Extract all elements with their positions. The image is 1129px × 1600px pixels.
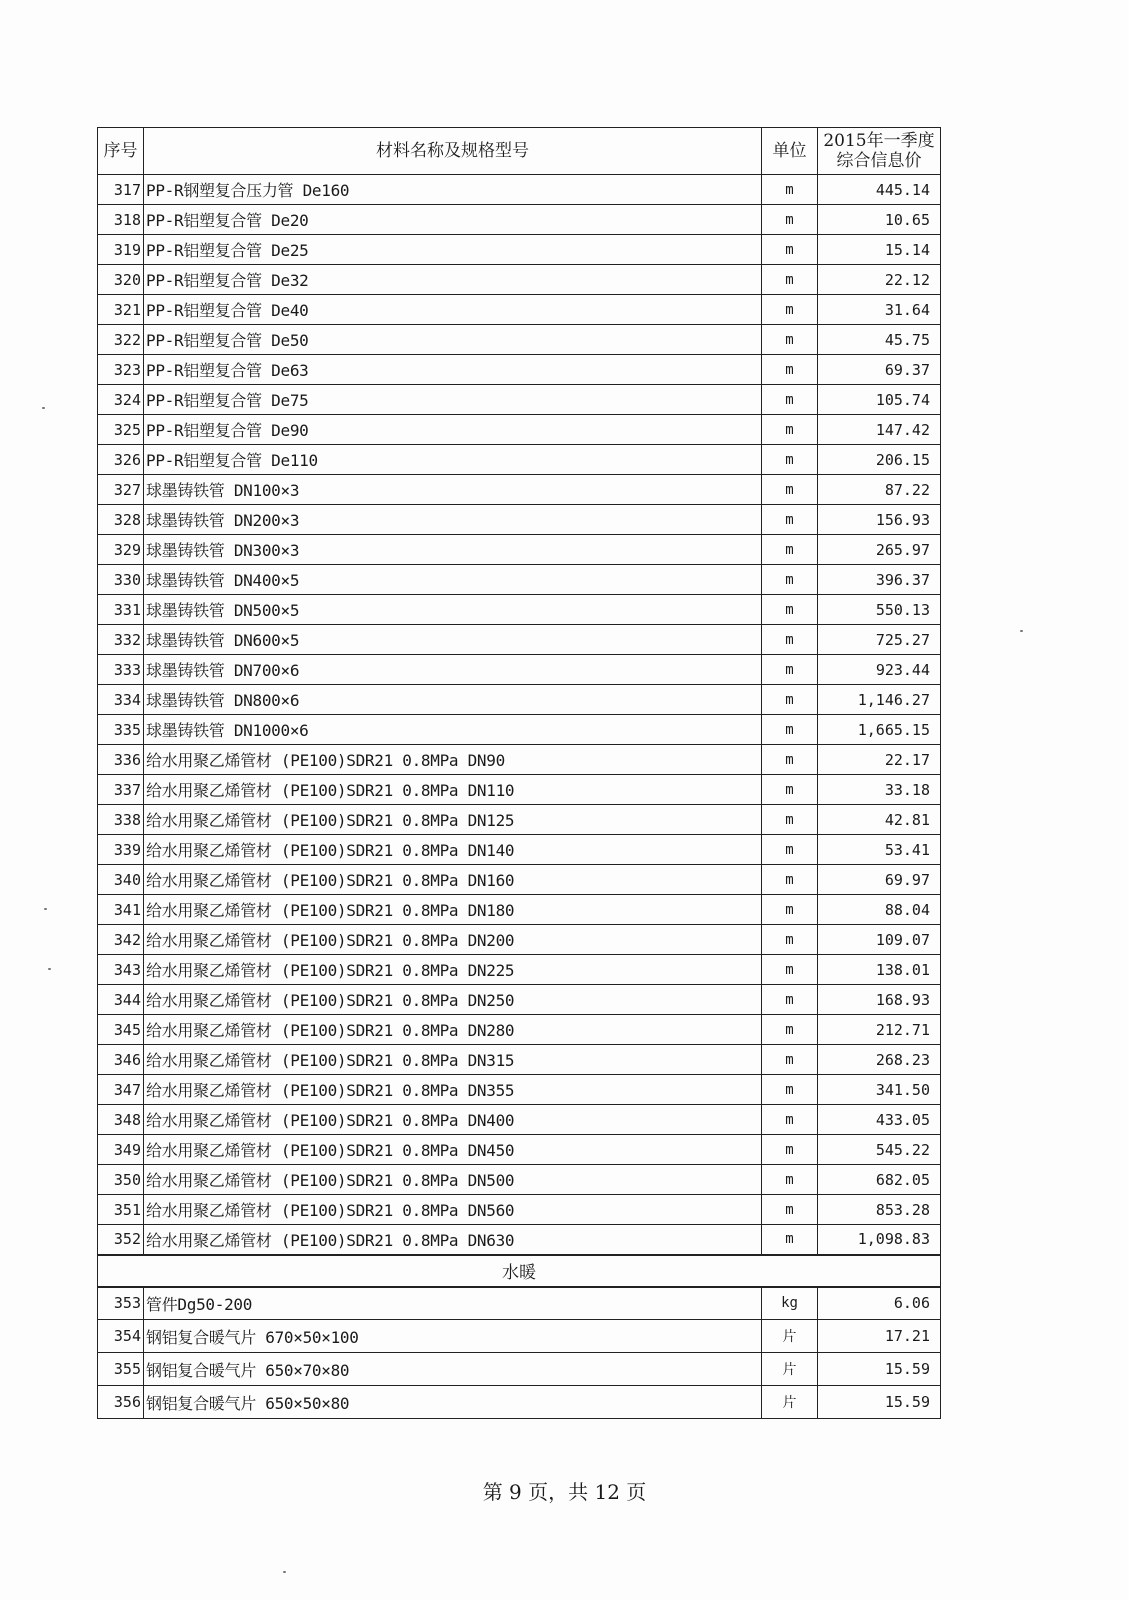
row-unit: m bbox=[762, 415, 818, 445]
table-row bbox=[98, 685, 941, 715]
row-price: 1,665.15 bbox=[818, 715, 941, 745]
row-number: 327 bbox=[98, 475, 144, 505]
table-row bbox=[98, 235, 941, 265]
table-row bbox=[98, 325, 941, 355]
section-header-row bbox=[98, 1255, 941, 1287]
row-number: 339 bbox=[98, 835, 144, 865]
row-number: 336 bbox=[98, 745, 144, 775]
row-unit: m bbox=[762, 925, 818, 955]
table-row bbox=[98, 775, 941, 805]
table-row bbox=[98, 655, 941, 685]
row-number: 322 bbox=[98, 325, 144, 355]
row-number: 328 bbox=[98, 505, 144, 535]
row-material-name: 给水用聚乙烯管材 (PE100)SDR21 0.8MPa DN125 bbox=[144, 805, 762, 835]
row-number: 337 bbox=[98, 775, 144, 805]
row-unit: m bbox=[762, 235, 818, 265]
row-price: 168.93 bbox=[818, 985, 941, 1015]
row-material-name: PP-R铝塑复合管 De25 bbox=[144, 235, 762, 265]
row-unit: m bbox=[762, 865, 818, 895]
header-name: 材料名称及规格型号 bbox=[144, 128, 762, 175]
row-unit: m bbox=[762, 835, 818, 865]
row-material-name: 球墨铸铁管 DN200×3 bbox=[144, 505, 762, 535]
row-material-name: 管件Dg50-200 bbox=[144, 1287, 762, 1320]
row-price: 265.97 bbox=[818, 535, 941, 565]
row-price: 42.81 bbox=[818, 805, 941, 835]
row-price: 725.27 bbox=[818, 625, 941, 655]
row-material-name: 给水用聚乙烯管材 (PE100)SDR21 0.8MPa DN500 bbox=[144, 1165, 762, 1195]
row-number: 324 bbox=[98, 385, 144, 415]
row-number: 332 bbox=[98, 625, 144, 655]
row-unit: m bbox=[762, 1195, 818, 1225]
row-number: 355 bbox=[98, 1353, 144, 1386]
row-unit: m bbox=[762, 505, 818, 535]
row-unit: 片 bbox=[762, 1320, 818, 1353]
row-price: 33.18 bbox=[818, 775, 941, 805]
table-row bbox=[98, 265, 941, 295]
table-row bbox=[98, 535, 941, 565]
table-row bbox=[98, 1105, 941, 1135]
row-price: 268.23 bbox=[818, 1045, 941, 1075]
row-price: 53.41 bbox=[818, 835, 941, 865]
row-unit: m bbox=[762, 685, 818, 715]
table-row bbox=[98, 1320, 941, 1353]
row-price: 853.28 bbox=[818, 1195, 941, 1225]
row-unit: 片 bbox=[762, 1353, 818, 1386]
row-number: 329 bbox=[98, 535, 144, 565]
row-price: 433.05 bbox=[818, 1105, 941, 1135]
table-row bbox=[98, 415, 941, 445]
row-price: 545.22 bbox=[818, 1135, 941, 1165]
row-number: 331 bbox=[98, 595, 144, 625]
row-material-name: PP-R铝塑复合管 De75 bbox=[144, 385, 762, 415]
table-row bbox=[98, 1195, 941, 1225]
row-material-name: 给水用聚乙烯管材 (PE100)SDR21 0.8MPa DN280 bbox=[144, 1015, 762, 1045]
row-price: 147.42 bbox=[818, 415, 941, 445]
table-row bbox=[98, 1386, 941, 1419]
row-number: 354 bbox=[98, 1320, 144, 1353]
table-row bbox=[98, 1225, 941, 1255]
row-price: 550.13 bbox=[818, 595, 941, 625]
row-unit: m bbox=[762, 1135, 818, 1165]
row-material-name: 球墨铸铁管 DN600×5 bbox=[144, 625, 762, 655]
row-material-name: PP-R钢塑复合压力管 De160 bbox=[144, 175, 762, 205]
row-number: 342 bbox=[98, 925, 144, 955]
row-unit: m bbox=[762, 205, 818, 235]
scan-speck bbox=[44, 908, 47, 910]
row-price: 15.59 bbox=[818, 1386, 941, 1419]
row-number: 347 bbox=[98, 1075, 144, 1105]
row-material-name: 给水用聚乙烯管材 (PE100)SDR21 0.8MPa DN315 bbox=[144, 1045, 762, 1075]
row-number: 326 bbox=[98, 445, 144, 475]
header-price bbox=[818, 128, 941, 175]
page-footer: 第 9 页，共 12 页 bbox=[482, 1480, 647, 1504]
table-row bbox=[98, 745, 941, 775]
row-material-name: PP-R铝塑复合管 De63 bbox=[144, 355, 762, 385]
row-number: 343 bbox=[98, 955, 144, 985]
row-price: 212.71 bbox=[818, 1015, 941, 1045]
row-material-name: 给水用聚乙烯管材 (PE100)SDR21 0.8MPa DN140 bbox=[144, 835, 762, 865]
row-unit: m bbox=[762, 1075, 818, 1105]
row-material-name: 球墨铸铁管 DN1000×6 bbox=[144, 715, 762, 745]
row-material-name: 球墨铸铁管 DN300×3 bbox=[144, 535, 762, 565]
table-row bbox=[98, 175, 941, 205]
row-material-name: 钢铝复合暖气片 670×50×100 bbox=[144, 1320, 762, 1353]
row-price: 15.14 bbox=[818, 235, 941, 265]
table-row bbox=[98, 955, 941, 985]
row-number: 317 bbox=[98, 175, 144, 205]
row-unit: m bbox=[762, 655, 818, 685]
header-price-line2: 综合信息价 bbox=[836, 151, 922, 171]
row-price: 105.74 bbox=[818, 385, 941, 415]
row-number: 349 bbox=[98, 1135, 144, 1165]
row-price: 31.64 bbox=[818, 295, 941, 325]
table-row bbox=[98, 805, 941, 835]
row-unit: m bbox=[762, 1225, 818, 1255]
row-number: 333 bbox=[98, 655, 144, 685]
row-price: 1,098.83 bbox=[818, 1225, 941, 1255]
row-number: 335 bbox=[98, 715, 144, 745]
row-unit: m bbox=[762, 355, 818, 385]
table-row bbox=[98, 565, 941, 595]
table-row bbox=[98, 445, 941, 475]
row-material-name: PP-R铝塑复合管 De20 bbox=[144, 205, 762, 235]
row-unit: m bbox=[762, 385, 818, 415]
row-number: 344 bbox=[98, 985, 144, 1015]
section-title: 水暖 bbox=[98, 1255, 941, 1287]
row-unit: kg bbox=[762, 1287, 818, 1320]
row-price: 69.37 bbox=[818, 355, 941, 385]
row-material-name: PP-R铝塑复合管 De40 bbox=[144, 295, 762, 325]
scan-speck bbox=[1020, 630, 1023, 632]
table-row bbox=[98, 505, 941, 535]
row-unit: m bbox=[762, 985, 818, 1015]
row-price: 17.21 bbox=[818, 1320, 941, 1353]
scan-speck bbox=[48, 968, 51, 970]
row-number: 356 bbox=[98, 1386, 144, 1419]
row-number: 338 bbox=[98, 805, 144, 835]
row-unit: m bbox=[762, 715, 818, 745]
table-row bbox=[98, 865, 941, 895]
row-number: 346 bbox=[98, 1045, 144, 1075]
row-unit: m bbox=[762, 175, 818, 205]
row-number: 353 bbox=[98, 1287, 144, 1320]
row-price: 22.17 bbox=[818, 745, 941, 775]
row-number: 341 bbox=[98, 895, 144, 925]
row-unit: m bbox=[762, 445, 818, 475]
row-unit: m bbox=[762, 265, 818, 295]
table-row bbox=[98, 205, 941, 235]
row-unit: m bbox=[762, 295, 818, 325]
row-number: 350 bbox=[98, 1165, 144, 1195]
row-material-name: 给水用聚乙烯管材 (PE100)SDR21 0.8MPa DN450 bbox=[144, 1135, 762, 1165]
row-price: 109.07 bbox=[818, 925, 941, 955]
scan-speck bbox=[42, 407, 45, 409]
table-row bbox=[98, 985, 941, 1015]
row-material-name: 球墨铸铁管 DN100×3 bbox=[144, 475, 762, 505]
row-material-name: 给水用聚乙烯管材 (PE100)SDR21 0.8MPa DN250 bbox=[144, 985, 762, 1015]
row-material-name: 给水用聚乙烯管材 (PE100)SDR21 0.8MPa DN200 bbox=[144, 925, 762, 955]
row-number: 352 bbox=[98, 1225, 144, 1255]
row-material-name: 给水用聚乙烯管材 (PE100)SDR21 0.8MPa DN400 bbox=[144, 1105, 762, 1135]
row-price: 88.04 bbox=[818, 895, 941, 925]
row-price: 1,146.27 bbox=[818, 685, 941, 715]
table-row bbox=[98, 1075, 941, 1105]
row-number: 330 bbox=[98, 565, 144, 595]
row-unit: m bbox=[762, 895, 818, 925]
row-unit: m bbox=[762, 745, 818, 775]
row-unit: m bbox=[762, 1015, 818, 1045]
row-number: 319 bbox=[98, 235, 144, 265]
row-price: 923.44 bbox=[818, 655, 941, 685]
row-material-name: 钢铝复合暖气片 650×50×80 bbox=[144, 1386, 762, 1419]
row-unit: m bbox=[762, 535, 818, 565]
table-body bbox=[98, 175, 941, 1419]
header-no: 序号 bbox=[98, 128, 144, 175]
row-price: 138.01 bbox=[818, 955, 941, 985]
price-table bbox=[97, 127, 941, 1419]
row-material-name: PP-R铝塑复合管 De110 bbox=[144, 445, 762, 475]
row-price: 445.14 bbox=[818, 175, 941, 205]
row-material-name: 给水用聚乙烯管材 (PE100)SDR21 0.8MPa DN630 bbox=[144, 1225, 762, 1255]
row-price: 10.65 bbox=[818, 205, 941, 235]
row-price: 45.75 bbox=[818, 325, 941, 355]
row-material-name: 给水用聚乙烯管材 (PE100)SDR21 0.8MPa DN110 bbox=[144, 775, 762, 805]
row-number: 345 bbox=[98, 1015, 144, 1045]
row-unit: m bbox=[762, 325, 818, 355]
row-material-name: 给水用聚乙烯管材 (PE100)SDR21 0.8MPa DN160 bbox=[144, 865, 762, 895]
row-material-name: 给水用聚乙烯管材 (PE100)SDR21 0.8MPa DN355 bbox=[144, 1075, 762, 1105]
row-price: 22.12 bbox=[818, 265, 941, 295]
row-number: 348 bbox=[98, 1105, 144, 1135]
table-row bbox=[98, 295, 941, 325]
row-price: 15.59 bbox=[818, 1353, 941, 1386]
row-price: 87.22 bbox=[818, 475, 941, 505]
row-material-name: 球墨铸铁管 DN800×6 bbox=[144, 685, 762, 715]
row-material-name: 给水用聚乙烯管材 (PE100)SDR21 0.8MPa DN225 bbox=[144, 955, 762, 985]
table-row bbox=[98, 895, 941, 925]
row-unit: m bbox=[762, 775, 818, 805]
table-row bbox=[98, 1353, 941, 1386]
table-row bbox=[98, 835, 941, 865]
row-price: 682.05 bbox=[818, 1165, 941, 1195]
row-price: 206.15 bbox=[818, 445, 941, 475]
row-number: 351 bbox=[98, 1195, 144, 1225]
row-unit: m bbox=[762, 565, 818, 595]
row-unit: m bbox=[762, 955, 818, 985]
table-row bbox=[98, 355, 941, 385]
row-price: 69.97 bbox=[818, 865, 941, 895]
table-row bbox=[98, 475, 941, 505]
row-unit: m bbox=[762, 1105, 818, 1135]
scan-speck bbox=[283, 1571, 286, 1573]
table-row bbox=[98, 1045, 941, 1075]
row-unit: m bbox=[762, 1165, 818, 1195]
row-material-name: PP-R铝塑复合管 De90 bbox=[144, 415, 762, 445]
row-number: 323 bbox=[98, 355, 144, 385]
row-price: 156.93 bbox=[818, 505, 941, 535]
table-row bbox=[98, 625, 941, 655]
table-header-row bbox=[98, 128, 941, 175]
table-row bbox=[98, 1165, 941, 1195]
table-row bbox=[98, 1015, 941, 1045]
row-unit: m bbox=[762, 595, 818, 625]
row-number: 334 bbox=[98, 685, 144, 715]
row-price: 6.06 bbox=[818, 1287, 941, 1320]
row-number: 318 bbox=[98, 205, 144, 235]
row-material-name: 给水用聚乙烯管材 (PE100)SDR21 0.8MPa DN90 bbox=[144, 745, 762, 775]
table-row bbox=[98, 925, 941, 955]
row-material-name: PP-R铝塑复合管 De50 bbox=[144, 325, 762, 355]
table-row bbox=[98, 385, 941, 415]
row-unit: m bbox=[762, 475, 818, 505]
row-material-name: 球墨铸铁管 DN400×5 bbox=[144, 565, 762, 595]
row-price: 341.50 bbox=[818, 1075, 941, 1105]
table-row bbox=[98, 1287, 941, 1320]
row-number: 321 bbox=[98, 295, 144, 325]
header-price-line1: 2015年一季度 bbox=[823, 131, 935, 151]
row-number: 325 bbox=[98, 415, 144, 445]
header-unit: 单位 bbox=[762, 128, 818, 175]
row-unit: m bbox=[762, 805, 818, 835]
row-price: 396.37 bbox=[818, 565, 941, 595]
row-unit: m bbox=[762, 625, 818, 655]
row-material-name: PP-R铝塑复合管 De32 bbox=[144, 265, 762, 295]
table-row bbox=[98, 595, 941, 625]
row-number: 320 bbox=[98, 265, 144, 295]
row-material-name: 球墨铸铁管 DN500×5 bbox=[144, 595, 762, 625]
table-row bbox=[98, 715, 941, 745]
row-unit: 片 bbox=[762, 1386, 818, 1419]
row-material-name: 球墨铸铁管 DN700×6 bbox=[144, 655, 762, 685]
table-row bbox=[98, 1135, 941, 1165]
row-unit: m bbox=[762, 1045, 818, 1075]
row-number: 340 bbox=[98, 865, 144, 895]
row-material-name: 给水用聚乙烯管材 (PE100)SDR21 0.8MPa DN560 bbox=[144, 1195, 762, 1225]
row-material-name: 钢铝复合暖气片 650×70×80 bbox=[144, 1353, 762, 1386]
row-material-name: 给水用聚乙烯管材 (PE100)SDR21 0.8MPa DN180 bbox=[144, 895, 762, 925]
